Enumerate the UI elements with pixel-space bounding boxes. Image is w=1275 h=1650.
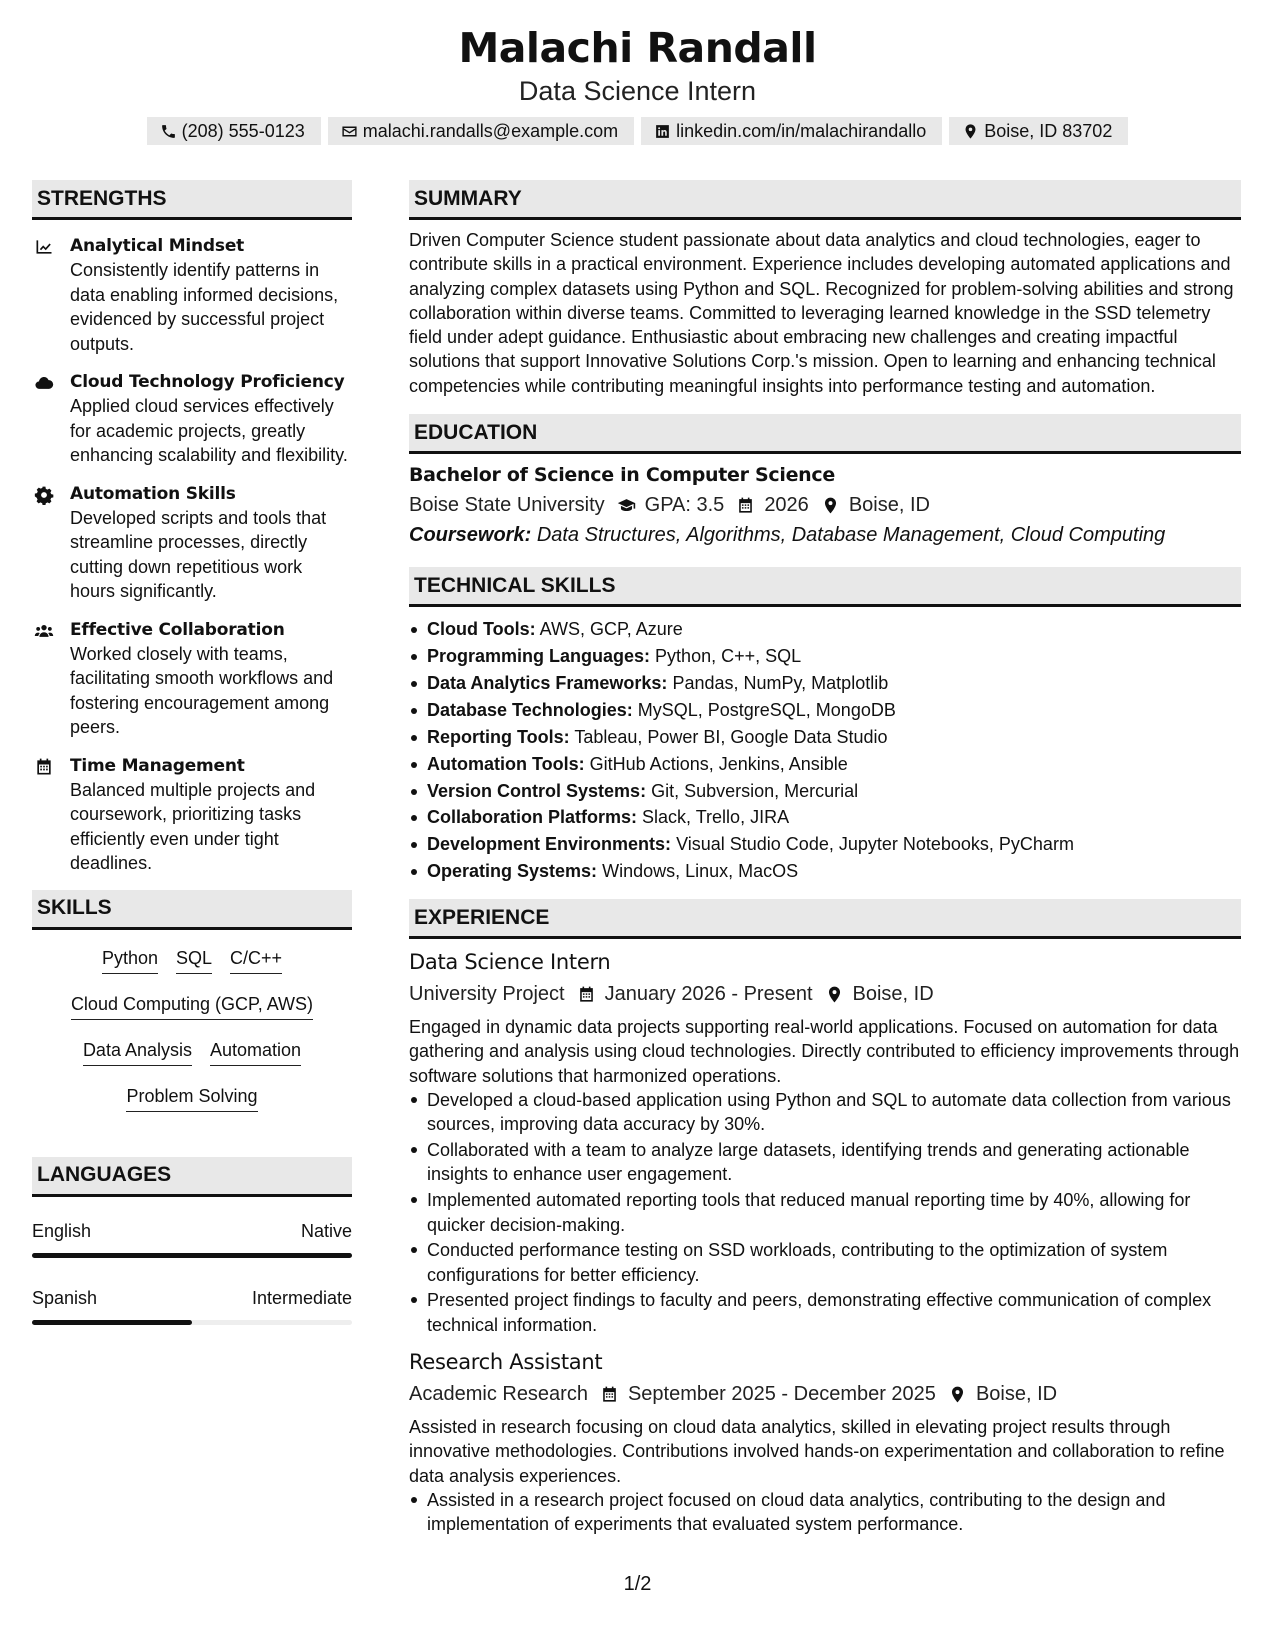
language-name: English	[32, 1220, 92, 1241]
job-bullet: Assisted in a research project focused on cloud data analytics, contributing to the design and implementation of experiments that evaluated system performance.	[409, 1488, 1241, 1537]
language-proficiency-bar	[32, 1320, 352, 1325]
technical-skill-item	[409, 670, 1241, 697]
technical-skill-label: Collaboration Platforms:	[427, 807, 638, 828]
technical-skill-value: AWS, GCP, Azure	[539, 619, 683, 640]
technical-skill-item	[409, 643, 1241, 670]
contact-phone-text: (208) 555-0123	[181, 120, 305, 141]
location-pin-icon	[821, 496, 840, 515]
technical-skill-label: Automation Tools:	[427, 753, 585, 774]
left-column	[32, 180, 352, 1353]
education-location: Boise, ID	[848, 494, 930, 517]
graduation-cap-icon	[617, 496, 636, 515]
skill-tag: Python	[102, 946, 158, 974]
cloud-icon	[34, 373, 54, 393]
technical-skill-item	[409, 724, 1241, 751]
job-location: Boise, ID	[852, 983, 934, 1006]
technical-skill-label: Data Analytics Frameworks:	[427, 672, 668, 693]
skill-tag: Data Analysis	[83, 1038, 192, 1066]
skills-heading: SKILLS	[32, 890, 352, 930]
strength-title: Effective Collaboration	[70, 619, 285, 640]
technical-skill-label: Database Technologies:	[427, 699, 633, 720]
technical-skill-label: Cloud Tools:	[427, 619, 536, 640]
technical-skill-label: Reporting Tools:	[427, 726, 570, 747]
skill-tag: Automation	[210, 1038, 301, 1066]
location-pin-icon	[962, 123, 979, 140]
technical-skill-value: Visual Studio Code, Jupyter Notebooks, PyCharm	[676, 834, 1074, 855]
coursework-label: Coursework:	[409, 524, 532, 547]
candidate-name: Malachi Randall	[458, 24, 817, 72]
technical-skill-value: Slack, Trello, JIRA	[642, 807, 790, 828]
contact-linkedin[interactable]	[641, 117, 942, 145]
strength-desc: Worked closely with teams, facilitating smooth workflows and fostering encouragement among peers.	[70, 643, 334, 737]
job-description: Engaged in dynamic data projects supporting real-world applications. Focused on automation for data gathering and analysis using cloud technologies. Directly contributed to efficiency improvements through software solutions that harmonized operations.	[409, 1017, 1240, 1086]
skill-tag: Problem Solving	[126, 1084, 257, 1112]
strength-title: Automation Skills	[70, 483, 236, 504]
location-pin-icon	[825, 985, 844, 1004]
technical-skill-value: GitHub Actions, Jenkins, Ansible	[589, 753, 848, 774]
technical-skill-value: Git, Subversion, Mercurial	[651, 780, 859, 801]
skills-list	[32, 946, 352, 1130]
technical-skill-item	[409, 751, 1241, 778]
summary-text: Driven Computer Science student passionate about data analytics and cloud technologies, eager to contribute skills in a practical environment. Experience includes developing automated applications and analyzing complex datasets using Python and SQL. Recognized for problem-solving abilities and strong collaboration within diverse teams. Committed to leveraging learned knowledge in the SSD telemetry field under adept guidance. Enthusiastic about embracing new challenges and creating impactful solutions that support Innovative Solutions Corp.'s mission. Open to learning and enhancing technical competencies while contributing meaningful insights into performance testing and automation.	[409, 230, 1234, 396]
contact-bar	[0, 117, 1275, 145]
strength-desc: Applied cloud services effectively for academic projects, greatly enhancing scalability and flexibility.	[70, 396, 348, 465]
phone-icon	[160, 123, 177, 140]
language-name: Spanish	[32, 1287, 98, 1308]
strength-item	[32, 482, 352, 604]
technical-skill-value: Python, C++, SQL	[655, 645, 802, 666]
contact-email-text: malachi.randalls@example.com	[362, 120, 619, 141]
education-school: Boise State University	[409, 494, 605, 517]
job-dates: January 2026 - Present	[604, 983, 813, 1006]
coursework-list: Data Structures, Algorithms, Database Management, Cloud Computing	[536, 524, 1166, 547]
envelope-icon	[341, 123, 358, 140]
job-organization: University Project	[409, 983, 565, 1006]
skill-tag: C/C++	[230, 946, 282, 974]
language-level: Native	[300, 1220, 352, 1241]
contact-email[interactable]	[328, 117, 634, 145]
contact-location-text: Boise, ID 83702	[984, 120, 1113, 141]
technical-skill-item	[409, 804, 1241, 831]
job-bullets	[409, 1088, 1241, 1337]
strength-title: Time Management	[70, 755, 245, 776]
technical-skill-label: Programming Languages:	[427, 645, 651, 666]
technical-skill-value: Windows, Linux, MacOS	[602, 861, 799, 882]
language-item	[32, 1286, 352, 1325]
strength-title: Analytical Mindset	[70, 236, 245, 256]
job-bullet: Collaborated with a team to analyze large datasets, identifying trends and generating actionable insights to enhance user engagement.	[409, 1138, 1241, 1187]
strength-desc: Consistently identify patterns in data enabling informed decisions, evidenced by successful project outputs.	[70, 260, 339, 354]
strengths-list	[32, 234, 352, 876]
technical-skill-label: Development Environments:	[427, 834, 672, 855]
strength-title: Cloud Technology Proficiency	[70, 372, 345, 392]
education-degree: Bachelor of Science in Computer Science	[409, 464, 835, 487]
strengths-heading: STRENGTHS	[32, 180, 352, 220]
languages-list	[32, 1219, 352, 1325]
strength-item	[32, 234, 352, 356]
technical-skill-item	[409, 778, 1241, 805]
resume-header	[0, 22, 1275, 145]
language-proficiency-fill	[32, 1253, 352, 1258]
technical-skill-label: Version Control Systems:	[427, 780, 647, 801]
education-meta	[409, 490, 1241, 520]
candidate-title: Data Science Intern	[518, 76, 757, 106]
job-meta	[409, 979, 1241, 1009]
technical-skills-list	[409, 616, 1241, 885]
users-icon	[34, 621, 54, 641]
technical-skills-heading: TECHNICAL SKILLS	[409, 567, 1241, 607]
location-pin-icon	[948, 1385, 967, 1404]
languages-heading: LANGUAGES	[32, 1157, 352, 1197]
education-year: 2026	[764, 494, 809, 517]
job-bullet: Developed a cloud-based application using Python and SQL to automate data collection from various sources, improving data accuracy by 30%.	[409, 1088, 1241, 1137]
language-proficiency-bar	[32, 1253, 352, 1258]
technical-skill-value: Pandas, NumPy, Matplotlib	[672, 672, 889, 693]
experience-entry	[409, 1347, 1241, 1536]
job-location: Boise, ID	[975, 1383, 1058, 1405]
strength-item	[32, 754, 352, 876]
page-number: 1/2	[623, 1573, 652, 1595]
skill-tag: SQL	[176, 946, 212, 974]
education-coursework	[409, 521, 1241, 549]
job-bullet: Conducted performance testing on SSD workloads, contributing to the optimization of system configurations for better efficiency.	[409, 1238, 1241, 1287]
contact-linkedin-text: linkedin.com/in/malachirandallo	[676, 120, 927, 141]
summary-heading: SUMMARY	[409, 180, 1241, 220]
strength-item	[32, 370, 352, 468]
chart-line-icon	[34, 237, 54, 257]
strength-desc: Developed scripts and tools that streamline processes, directly cutting down repetitious work hours significantly.	[70, 507, 327, 601]
education-heading: EDUCATION	[409, 414, 1241, 454]
experience-entry	[409, 947, 1241, 1337]
language-item	[32, 1219, 352, 1258]
technical-skill-item	[409, 616, 1241, 643]
education-gpa: GPA: 3.5	[644, 494, 725, 517]
job-bullet: Implemented automated reporting tools that reduced manual reporting time by 40%, allowing for quicker decision-making.	[409, 1188, 1241, 1237]
job-title: Research Assistant	[409, 1350, 603, 1374]
strength-desc: Balanced multiple projects and coursework, prioritizing tasks efficiently even under tight deadlines.	[70, 779, 316, 873]
calendar-icon	[577, 985, 596, 1004]
job-organization: Academic Research	[409, 1383, 588, 1405]
skill-tag: Cloud Computing (GCP, AWS)	[71, 992, 313, 1020]
job-meta	[409, 1379, 1241, 1409]
language-level: Intermediate	[251, 1287, 352, 1308]
technical-skill-item	[409, 831, 1241, 858]
job-bullet: Presented project findings to faculty and peers, demonstrating effective communication of complex technical information.	[409, 1288, 1241, 1337]
job-title: Data Science Intern	[409, 950, 611, 975]
technical-skill-item	[409, 858, 1241, 885]
job-dates: September 2025 - December 2025	[627, 1383, 936, 1405]
experience-heading: EXPERIENCE	[409, 899, 1241, 939]
technical-skill-value: MySQL, PostgreSQL, MongoDB	[637, 699, 896, 720]
technical-skill-item	[409, 697, 1241, 724]
calendar-icon	[34, 757, 54, 777]
technical-skill-label: Operating Systems:	[427, 861, 598, 882]
job-description: Assisted in research focusing on cloud data analytics, skilled in elevating project results through innovative methodologies. Contributions involved hands-on experimentation and collaboration to refine data analysis experiences.	[409, 1417, 1225, 1486]
language-proficiency-fill	[32, 1320, 192, 1325]
gear-icon	[34, 485, 54, 505]
calendar-icon	[600, 1385, 619, 1404]
linkedin-icon	[654, 123, 671, 140]
job-bullets	[409, 1488, 1241, 1537]
contact-location	[949, 117, 1128, 145]
calendar-icon	[736, 496, 755, 515]
contact-phone[interactable]	[147, 117, 321, 145]
technical-skill-value: Tableau, Power BI, Google Data Studio	[574, 726, 888, 747]
strength-item	[32, 618, 352, 740]
right-column	[409, 180, 1241, 1538]
